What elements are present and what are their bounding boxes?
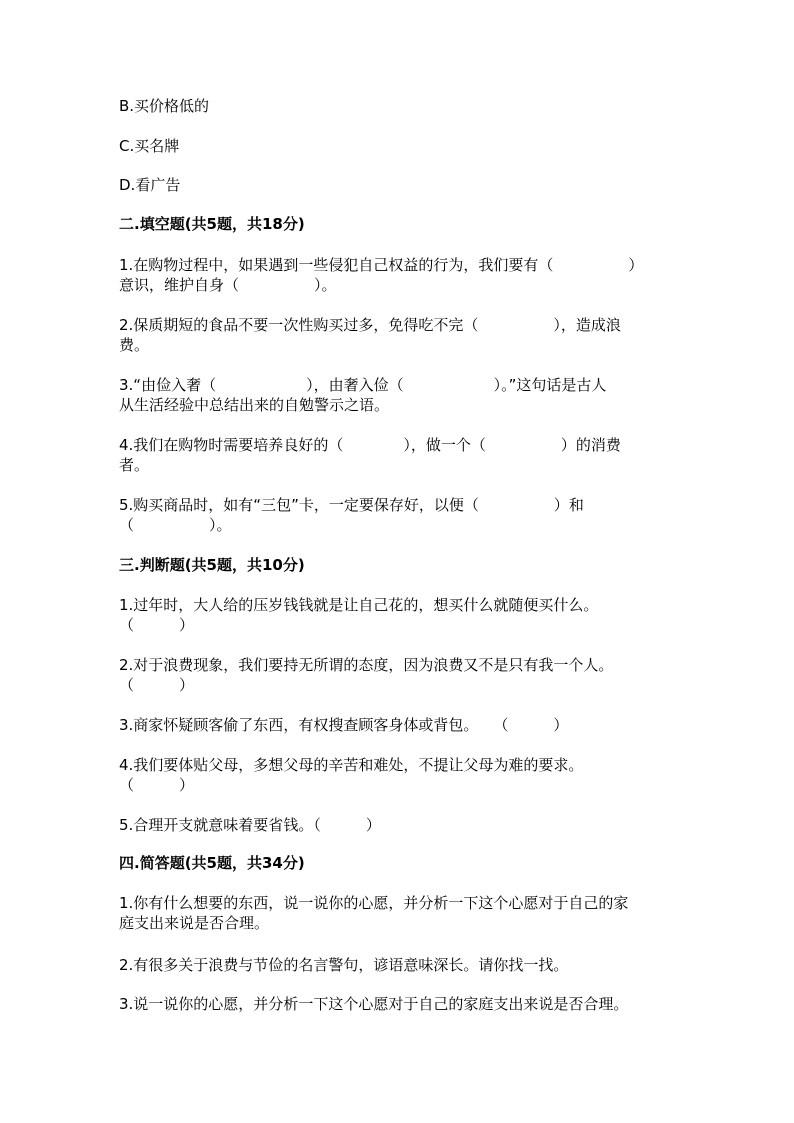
section-heading-short-answer: 四.简答题(共5题，共34分) [119,854,305,872]
judge-q5-line1: 5.合理开支就意味着要省钱。（ ） [119,816,381,834]
fill-q2-line1: 2.保质期短的食品不要一次性购买过多，免得吃不完（ ），造成浪 [119,316,621,334]
fill-q2-line2: 费。 [119,336,150,354]
section-heading-fill-in: 二.填空题(共5题，共18分) [119,215,305,233]
option-c: C.买名牌 [119,137,180,155]
judge-q4-line2: （ ） [119,776,195,794]
judge-q1-line2: （ ） [119,616,195,634]
judge-q4-line1: 4.我们要体贴父母，多想父母的辛苦和难处，不提让父母为难的要求。 [119,756,584,774]
short-q3-line1: 3.说一说你的心愿，并分析一下这个心愿对于自己的家庭支出来说是否合理。 [119,995,629,1013]
fill-q4-line2: 者。 [119,456,150,474]
short-q1-line1: 1.你有什么想要的东西，说一说你的心愿，并分析一下这个心愿对于自己的家 [119,894,629,912]
option-d: D.看广告 [119,176,181,194]
judge-q3-line1: 3.商家怀疑顾客偷了东西，有权搜查顾客身体或背包。 （ ） [119,716,569,734]
judge-q2-line1: 2.对于浪费现象，我们要持无所谓的态度，因为浪费又不是只有我一个人。 [119,656,614,674]
judge-q2-line2: （ ） [119,676,195,694]
section-heading-true-false: 三.判断题(共5题，共10分) [119,556,305,574]
fill-q4-line1: 4.我们在购物时需要培养良好的（ ），做一个（ ）的消费 [119,436,621,454]
fill-q3-line2: 从生活经验中总结出来的自勉警示之语。 [119,396,390,414]
judge-q1-line1: 1.过年时，大人给的压岁钱钱就是让自己花的，想买什么就随便买什么。 [119,596,599,614]
fill-q1-line2: 意识，维护自身（ ）。 [119,276,337,294]
option-b: B.买价格低的 [119,97,210,115]
fill-q3-line1: 3.“由俭入奢（ ），由奢入俭（ ）。”这句话是古人 [119,376,607,394]
fill-q5-line1: 5.购买商品时，如有“三包”卡，一定要保存好，以便（ ）和 [119,496,584,514]
short-q2-line1: 2.有很多关于浪费与节俭的名言警句，谚语意味深长。请你找一找。 [119,956,569,974]
fill-q5-line2: （ ）。 [119,516,232,534]
short-q1-line2: 庭支出来说是否合理。 [119,914,270,932]
fill-q1-line1: 1.在购物过程中，如果遇到一些侵犯自己权益的行为，我们要有（ ） [119,256,644,274]
